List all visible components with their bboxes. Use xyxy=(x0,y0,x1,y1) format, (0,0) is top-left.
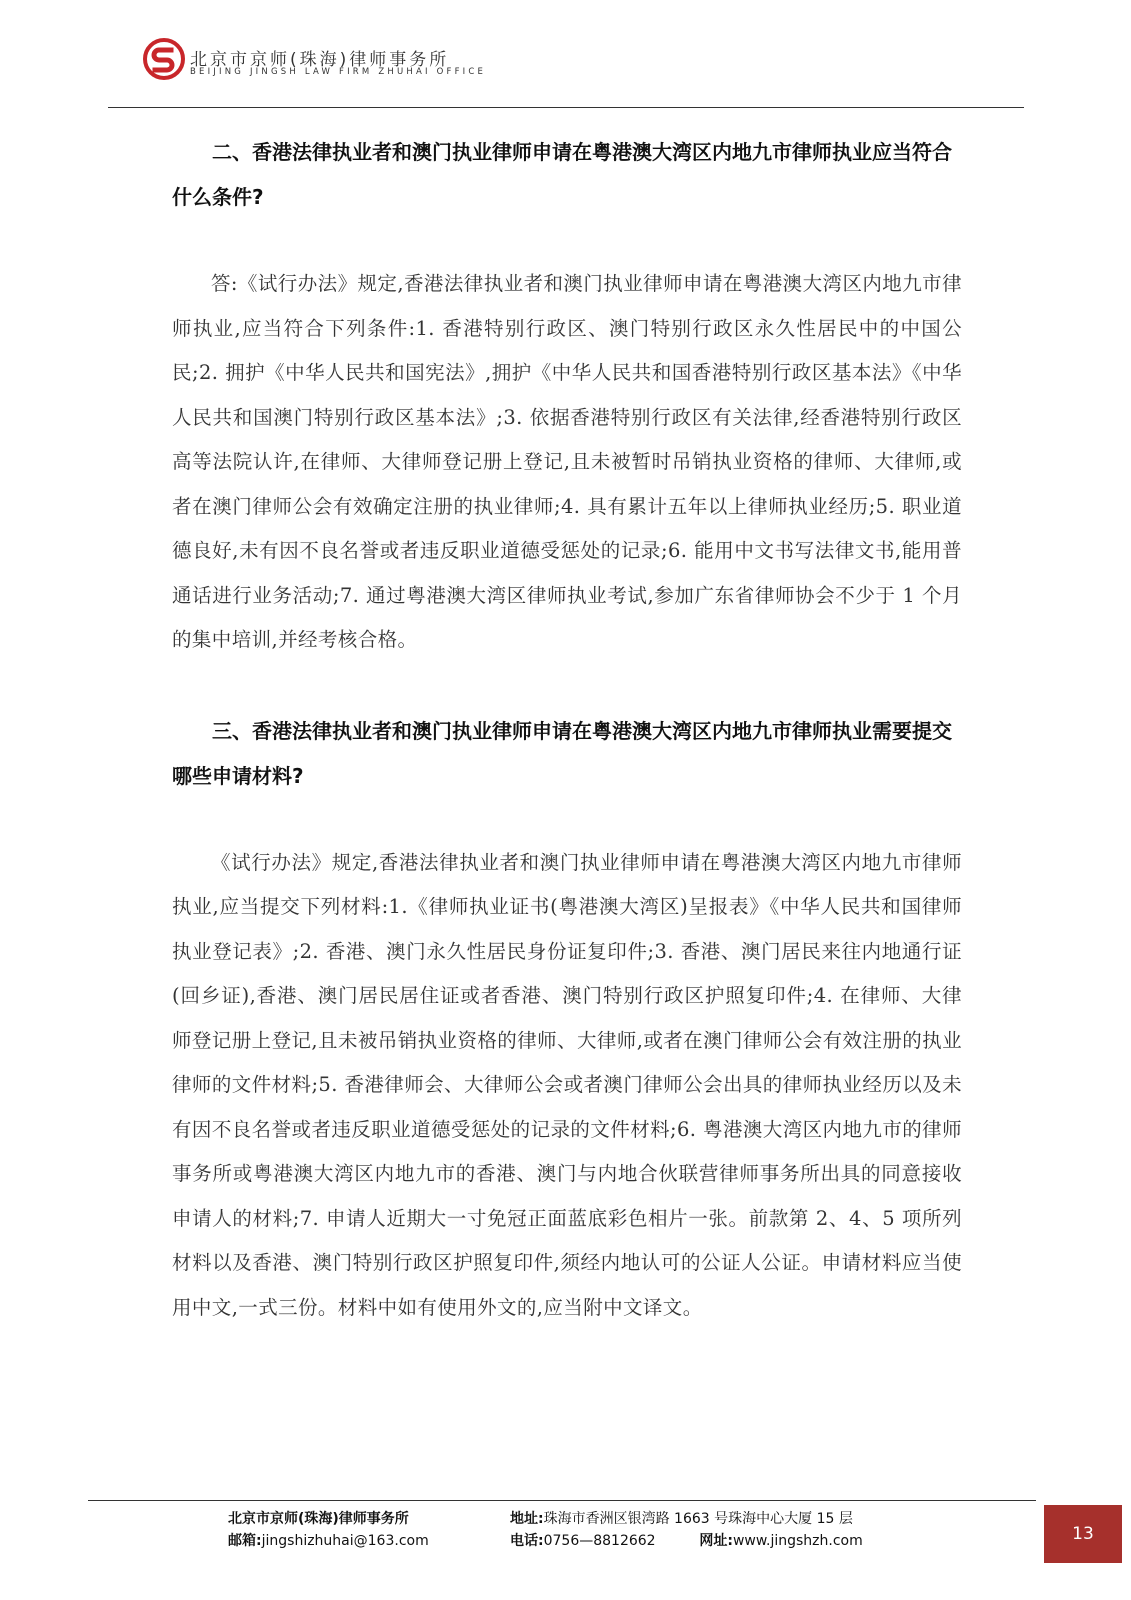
section-answer-q2: 答:《试行办法》规定,香港法律执业者和澳门执业律师申请在粤港澳大湾区内地九市律师执业,应当符合下列条件:1. 香港特别行政区、澳门特别行政区永久性居民中的中国公民;2. 拥护《中华人民共和国宪法》,拥护《中华人民共和国香港特别行政区基本法》《中华人民共和国澳门特别行政区基本法》;3. 依据香港特别行政区有关法律,经香港特别行政区高等法院认许,在律师、大律师登记册上登记,且未被暂时吊销执业资格的律师、大律师,或者在澳门律师公会有效确定注册的执业律师;4. 具有累计五年以上律师执业经历;5. 职业道德良好,未有因不良名誉或者违反职业道德受惩处的记录;6. 能用中文书写法律文书,能用普通话进行业务活动;7. 通过粤港澳大湾区律师执业考试,参加广东省律师协会不少于 1 个月的集中培训,并经考核合格。 xyxy=(172,272,962,651)
footer-address-label: 地址: xyxy=(510,1511,544,1527)
footer-phone-label: 电话: xyxy=(510,1533,544,1549)
firm-name-en: BEIJING JINGSH LAW FIRM ZHUHAI OFFICE xyxy=(190,67,487,77)
page-header xyxy=(0,0,1131,110)
section-answer-q3: 《试行办法》规定,香港法律执业者和澳门执业律师申请在粤港澳大湾区内地九市律师执业,应当提交下列材料:1.《律师执业证书(粤港澳大湾区)呈报表》《中华人民共和国律师执业登记表》;2. 香港、澳门永久性居民身份证复印件;3. 香港、澳门居民来往内地通行证(回乡证),香港、澳门居民居住证或者香港、澳门特别行政区护照复印件;4. 在律师、大律师登记册上登记,且未被吊销执业资格的律师、大律师,或者在澳门律师公会有效注册的执业律师的文件材料;5. 香港律师会、大律师公会或者澳门律师公会出具的律师执业经历以及未有因不良名誉或者违反职业道德受惩处的记录的文件材料;6. 粤港澳大湾区内地九市的律师事务所或粤港澳大湾区内地九市的香港、澳门与内地合伙联营律师事务所出具的同意接收申请人的材料;7. 申请人近期大一寸免冠正面蓝底彩色相片一张。前款第 2、4、5 项所列材料以及香港、澳门特别行政区护照复印件,须经内地认可的公证人公证。申请材料应当使用中文,一式三份。材料中如有使用外文的,应当附中文译文。 xyxy=(172,850,962,1319)
footer-firm-name: 北京市京师(珠海)律师事务所 xyxy=(228,1511,409,1527)
footer-website-label: 网址: xyxy=(699,1533,733,1549)
page-content xyxy=(172,130,962,1330)
page-number: 13 xyxy=(1072,1524,1094,1544)
footer-divider xyxy=(88,1500,1036,1501)
footer-right xyxy=(510,1508,863,1552)
header-divider xyxy=(108,107,1024,108)
page-number-badge xyxy=(1044,1505,1122,1563)
footer-email-label: 邮箱: xyxy=(228,1533,262,1549)
footer-website[interactable]: www.jingshzh.com xyxy=(732,1533,863,1549)
section-heading-q3: 三、香港法律执业者和澳门执业律师申请在粤港澳大湾区内地九市律师执业需要提交哪些申请材料? xyxy=(172,718,952,788)
footer-phone: 0756—8812662 xyxy=(543,1533,656,1549)
firm-name-cn: 北京市京师(珠海)律师事务所 xyxy=(190,50,450,70)
footer-email[interactable]: jingshizhuhai@163.com xyxy=(261,1533,429,1549)
footer-address: 珠海市香洲区银湾路 1663 号珠海中心大厦 15 层 xyxy=(543,1511,853,1527)
footer-left xyxy=(228,1508,429,1552)
jingsh-logo-icon xyxy=(143,38,185,80)
section-heading-q2: 二、香港法律执业者和澳门执业律师申请在粤港澳大湾区内地九市律师执业应当符合什么条件? xyxy=(172,140,952,209)
